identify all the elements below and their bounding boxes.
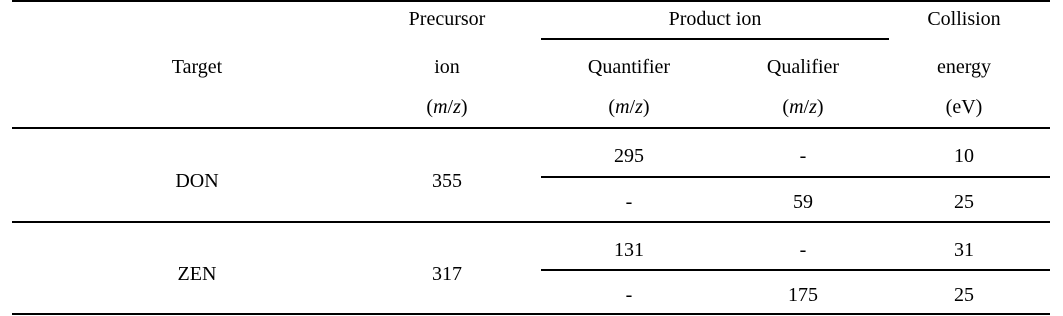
header-quantifier-unit: (m/z) bbox=[608, 96, 650, 118]
top-rule bbox=[12, 0, 1050, 2]
header-quantifier: Quantifier bbox=[587, 56, 671, 78]
cell-precursor: 355 bbox=[432, 170, 462, 192]
cell-qualifier: 175 bbox=[788, 284, 818, 306]
cell-target: DON bbox=[175, 170, 219, 192]
cell-qualifier: - bbox=[799, 239, 807, 261]
header-precursor-line2: ion bbox=[434, 56, 460, 78]
cell-quantifier: 131 bbox=[614, 239, 644, 261]
header-collision-line1: Collision bbox=[927, 8, 1001, 30]
cell-quantifier: - bbox=[625, 191, 633, 213]
group-divider-rule bbox=[12, 221, 1050, 223]
cell-qualifier: 59 bbox=[793, 191, 813, 213]
cell-energy: 10 bbox=[954, 145, 974, 167]
header-collision-unit: (eV) bbox=[945, 96, 983, 118]
cell-precursor: 317 bbox=[432, 263, 462, 285]
don-split-rule bbox=[541, 176, 1050, 178]
header-precursor-line1: Precursor bbox=[408, 8, 486, 30]
bottom-rule bbox=[12, 313, 1050, 315]
header-qualifier-unit: (m/z) bbox=[782, 96, 824, 118]
header-qualifier: Qualifier bbox=[766, 56, 840, 78]
header-bottom-rule bbox=[12, 127, 1050, 129]
cell-qualifier: - bbox=[799, 145, 807, 167]
zen-split-rule bbox=[541, 269, 1050, 271]
product-ion-rule bbox=[541, 38, 889, 40]
cell-energy: 25 bbox=[954, 284, 974, 306]
cell-target: ZEN bbox=[177, 263, 217, 285]
cell-quantifier: - bbox=[625, 284, 633, 306]
cell-quantifier: 295 bbox=[614, 145, 644, 167]
header-precursor-unit: (m/z) bbox=[426, 96, 468, 118]
cell-energy: 25 bbox=[954, 191, 974, 213]
header-product-ion: Product ion bbox=[668, 8, 762, 30]
header-collision-line2: energy bbox=[936, 56, 992, 78]
cell-energy: 31 bbox=[954, 239, 974, 261]
header-target: Target bbox=[171, 56, 223, 78]
